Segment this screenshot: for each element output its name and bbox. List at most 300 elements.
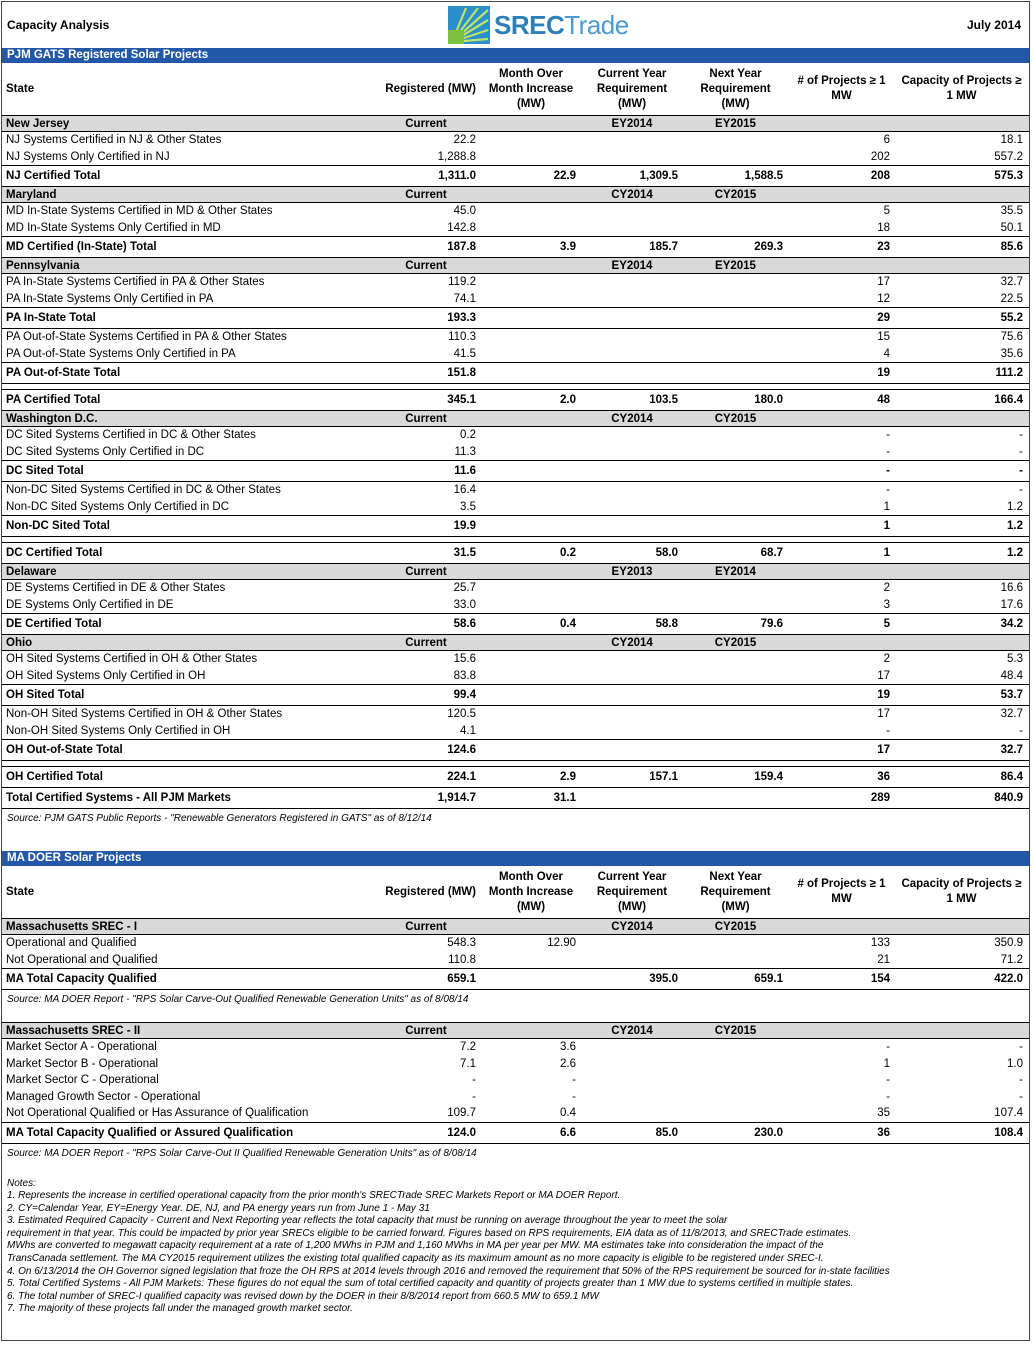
cell-value: 16.6 bbox=[1000, 582, 1023, 595]
cell-value: 142.8 bbox=[447, 221, 476, 234]
cell-value bbox=[582, 329, 684, 346]
cell-value bbox=[684, 580, 789, 597]
cell-value bbox=[684, 597, 789, 614]
row-label: Pennsylvania bbox=[2, 258, 372, 274]
row-label: PA Out-of-State Total bbox=[2, 363, 372, 384]
cell-value: 17 bbox=[877, 669, 890, 682]
cell-value: 1,311.0 bbox=[372, 166, 482, 187]
cell-value: - bbox=[1019, 484, 1023, 497]
cell-value: 166.4 bbox=[896, 390, 1029, 411]
column-header-row bbox=[2, 866, 1029, 919]
table-row bbox=[2, 706, 1029, 723]
cell-value bbox=[789, 1023, 896, 1039]
cell-value bbox=[482, 444, 582, 461]
row-label: PA In-State Systems Only Certified in PA bbox=[6, 292, 214, 305]
cell-value: 34.2 bbox=[896, 614, 1029, 635]
cell-value: 110.3 bbox=[448, 331, 476, 344]
column-header: Capacity of Projects ≥ 1 MW bbox=[896, 866, 1029, 919]
cell-value bbox=[896, 635, 1029, 651]
table-row bbox=[2, 482, 1029, 499]
row-label: DC Sited Systems Only Certified in DC bbox=[6, 445, 205, 458]
cell-value: - bbox=[472, 1090, 476, 1103]
cell-value bbox=[582, 461, 684, 482]
srectrade-logo bbox=[448, 6, 629, 44]
row-label: MD In-State Systems Certified in MD & Other States bbox=[6, 205, 273, 218]
row-label: MA Total Capacity Qualified or Assured Qualification bbox=[2, 1122, 372, 1143]
cell-value: 119.2 bbox=[448, 276, 476, 289]
cell-value bbox=[582, 1089, 684, 1106]
row-label: OH Sited Systems Only Certified in OH bbox=[6, 669, 206, 682]
cell-value: - bbox=[572, 1074, 576, 1087]
cell-value: 85.6 bbox=[896, 237, 1029, 258]
cell-value bbox=[482, 685, 582, 706]
cell-value bbox=[482, 291, 582, 308]
cell-value bbox=[582, 723, 684, 740]
footnote-line: 7. The majority of these projects fall under the managed growth market sector. bbox=[7, 1303, 353, 1315]
cell-value: 1 bbox=[789, 543, 896, 564]
total-row bbox=[2, 461, 1029, 482]
cell-value: 2 bbox=[883, 653, 890, 666]
cell-value: Current bbox=[372, 411, 482, 427]
total-row bbox=[2, 166, 1029, 187]
cell-value: 840.9 bbox=[896, 788, 1029, 809]
row-label: Non-DC Sited Systems Certified in DC & Other States bbox=[6, 484, 281, 497]
cell-value: CY2015 bbox=[684, 1023, 789, 1039]
footnote-line: 1. Represents the increase in certified operational capacity from the prior month's SRECTrade SREC Markets Report or MA DOER Report. bbox=[7, 1190, 621, 1202]
cell-value: 71.2 bbox=[1000, 953, 1023, 966]
cell-value bbox=[482, 580, 582, 597]
cell-value bbox=[684, 952, 789, 969]
report-title: Capacity Analysis bbox=[7, 18, 110, 32]
cell-value: 157.1 bbox=[582, 767, 684, 788]
cell-value: 109.7 bbox=[447, 1107, 476, 1120]
column-header: Capacity of Projects ≥ 1 MW bbox=[896, 63, 1029, 116]
cell-value bbox=[896, 919, 1029, 935]
cell-value: Current bbox=[372, 564, 482, 580]
cell-value bbox=[582, 363, 684, 384]
cell-value: 19 bbox=[789, 685, 896, 706]
row-label: Market Sector C - Operational bbox=[6, 1074, 159, 1087]
row-label: Not Operational and Qualified bbox=[6, 953, 158, 966]
cell-value: - bbox=[886, 1074, 890, 1087]
cell-value: - bbox=[886, 484, 890, 497]
row-label: NJ Systems Certified in NJ & Other States bbox=[6, 134, 222, 147]
cell-value: Current bbox=[372, 1023, 482, 1039]
group-header-row bbox=[2, 1023, 1029, 1039]
cell-value: - bbox=[472, 1074, 476, 1087]
cell-value bbox=[482, 564, 582, 580]
cell-value: 103.5 bbox=[582, 390, 684, 411]
cell-value: 111.2 bbox=[896, 363, 1029, 384]
cell-value bbox=[684, 363, 789, 384]
cell-value: 68.7 bbox=[684, 543, 789, 564]
column-header: # of Projects ≥ 1 MW bbox=[789, 866, 896, 919]
cell-value bbox=[482, 427, 582, 444]
cell-value: CY2015 bbox=[684, 411, 789, 427]
group-header-row bbox=[2, 919, 1029, 935]
cell-value: 1 bbox=[883, 500, 890, 513]
total-row bbox=[2, 740, 1029, 761]
column-header: Current Year Requirement (MW) bbox=[582, 866, 684, 919]
row-label: OH Sited Systems Certified in OH & Other States bbox=[6, 653, 258, 666]
cell-value bbox=[789, 187, 896, 203]
cell-value bbox=[482, 597, 582, 614]
cell-value: 548.3 bbox=[447, 937, 476, 950]
ma-source-2: Source: MA DOER Report - "RPS Solar Carve-Out II Qualified Renewable Generation Units" as of 8/08/14 bbox=[7, 1147, 477, 1159]
cell-value: 48.4 bbox=[1000, 669, 1023, 682]
cell-value bbox=[582, 685, 684, 706]
row-label: DE Certified Total bbox=[2, 614, 372, 635]
cell-value bbox=[582, 427, 684, 444]
row-label: Delaware bbox=[2, 564, 372, 580]
cell-value: EY2014 bbox=[582, 116, 684, 132]
column-header: Registered (MW) bbox=[372, 866, 482, 919]
cell-value: 1.2 bbox=[896, 543, 1029, 564]
cell-value bbox=[482, 346, 582, 363]
cell-value: 21 bbox=[877, 953, 890, 966]
cell-value: 55.2 bbox=[896, 308, 1029, 329]
cell-value bbox=[684, 1089, 789, 1106]
cell-value: 12.90 bbox=[547, 937, 576, 950]
cell-value: 7.2 bbox=[460, 1041, 476, 1054]
group-header-row bbox=[2, 187, 1029, 203]
cell-value: 124.6 bbox=[372, 740, 482, 761]
cell-value: 17 bbox=[877, 708, 890, 721]
cell-value: 31.1 bbox=[482, 788, 582, 809]
cell-value: 48 bbox=[789, 390, 896, 411]
cell-value: Current bbox=[372, 635, 482, 651]
cell-value bbox=[482, 516, 582, 537]
report-page bbox=[1, 1, 1030, 1341]
cell-value: 22.9 bbox=[482, 166, 582, 187]
cell-value: 32.7 bbox=[896, 740, 1029, 761]
cell-value: 58.0 bbox=[582, 543, 684, 564]
table-row bbox=[2, 132, 1029, 149]
cell-value: CY2015 bbox=[684, 635, 789, 651]
cell-value: 18.1 bbox=[1000, 134, 1023, 147]
cell-value: 3.6 bbox=[560, 1041, 576, 1054]
row-label: MD Certified (In-State) Total bbox=[2, 237, 372, 258]
group-header-row bbox=[2, 635, 1029, 651]
table-row bbox=[2, 580, 1029, 597]
cell-value: - bbox=[1019, 429, 1023, 442]
cell-value: 208 bbox=[789, 166, 896, 187]
cell-value bbox=[582, 597, 684, 614]
cell-value: 1,588.5 bbox=[684, 166, 789, 187]
cell-value: - bbox=[1019, 1041, 1023, 1054]
sun-burst-icon bbox=[448, 6, 490, 44]
row-label: MD In-State Systems Only Certified in MD bbox=[6, 221, 221, 234]
row-label: Ohio bbox=[2, 635, 372, 651]
cell-value: 154 bbox=[789, 969, 896, 990]
cell-value: 33.0 bbox=[453, 598, 476, 611]
cell-value bbox=[684, 723, 789, 740]
cell-value: 35 bbox=[877, 1107, 890, 1120]
cell-value: 422.0 bbox=[896, 969, 1029, 990]
cell-value: 75.6 bbox=[1000, 331, 1023, 344]
cell-value: 29 bbox=[789, 308, 896, 329]
cell-value: 1 bbox=[789, 516, 896, 537]
report-header bbox=[2, 2, 1029, 48]
row-label: Total Certified Systems - All PJM Markets bbox=[2, 788, 372, 809]
ma-srec2-table bbox=[2, 1022, 1029, 1144]
row-label: PA Certified Total bbox=[2, 390, 372, 411]
cell-value: 124.0 bbox=[372, 1122, 482, 1143]
row-label: Not Operational Qualified or Has Assurance of Qualification bbox=[6, 1107, 309, 1120]
row-label: Market Sector B - Operational bbox=[6, 1057, 159, 1070]
cell-value: 17.6 bbox=[1000, 598, 1023, 611]
cell-value bbox=[684, 274, 789, 291]
cell-value: 224.1 bbox=[372, 767, 482, 788]
table-row bbox=[2, 274, 1029, 291]
row-label: Maryland bbox=[2, 187, 372, 203]
cell-value bbox=[482, 308, 582, 329]
cell-value: CY2014 bbox=[582, 411, 684, 427]
column-header: State bbox=[2, 63, 372, 116]
cell-value: 23 bbox=[789, 237, 896, 258]
cell-value: CY2014 bbox=[582, 919, 684, 935]
cell-value: 0.2 bbox=[460, 429, 476, 442]
cell-value bbox=[582, 1072, 684, 1089]
cell-value: 350.9 bbox=[994, 937, 1023, 950]
cell-value: EY2013 bbox=[582, 564, 684, 580]
cell-value: 86.4 bbox=[896, 767, 1029, 788]
cell-value bbox=[789, 411, 896, 427]
cell-value: - bbox=[886, 1041, 890, 1054]
cell-value bbox=[482, 203, 582, 220]
cell-value: 36 bbox=[789, 1122, 896, 1143]
cell-value: 35.5 bbox=[1000, 205, 1023, 218]
cell-value: EY2014 bbox=[684, 564, 789, 580]
cell-value: 180.0 bbox=[684, 390, 789, 411]
cell-value bbox=[482, 132, 582, 149]
cell-value: CY2014 bbox=[582, 187, 684, 203]
cell-value: CY2015 bbox=[684, 187, 789, 203]
cell-value bbox=[684, 329, 789, 346]
cell-value: 15.6 bbox=[453, 653, 476, 666]
row-label: PA In-State Total bbox=[2, 308, 372, 329]
column-header: Current Year Requirement (MW) bbox=[582, 63, 684, 116]
cell-value bbox=[582, 346, 684, 363]
cell-value: 22.2 bbox=[453, 134, 476, 147]
cell-value bbox=[684, 1105, 789, 1122]
row-label: Market Sector A - Operational bbox=[6, 1041, 157, 1054]
row-label: Operational and Qualified bbox=[6, 937, 137, 950]
footnote-line: requirement in that year. This could be impacted by prior year SRECs eligible to be carried forward. Figures based on RPS requirements, EIA data as of 11/8/2013, and SRECTrade estimates. bbox=[7, 1227, 852, 1239]
cell-value: 99.4 bbox=[372, 685, 482, 706]
cell-value: 557.2 bbox=[994, 150, 1023, 163]
cell-value: 1.2 bbox=[896, 516, 1029, 537]
cell-value: - bbox=[1019, 724, 1023, 737]
cell-value: 32.7 bbox=[1000, 276, 1023, 289]
cell-value: - bbox=[1019, 1090, 1023, 1103]
cell-value: 1,914.7 bbox=[372, 788, 482, 809]
cell-value bbox=[684, 461, 789, 482]
cell-value bbox=[482, 258, 582, 274]
cell-value bbox=[684, 444, 789, 461]
cell-value bbox=[684, 516, 789, 537]
row-label: DE Systems Only Certified in DE bbox=[6, 598, 174, 611]
cell-value: 19 bbox=[789, 363, 896, 384]
cell-value: EY2014 bbox=[582, 258, 684, 274]
total-row bbox=[2, 685, 1029, 706]
cell-value bbox=[684, 1056, 789, 1073]
table-row bbox=[2, 499, 1029, 516]
cell-value bbox=[482, 187, 582, 203]
column-header: Next Year Requirement (MW) bbox=[684, 866, 789, 919]
cell-value: 289 bbox=[789, 788, 896, 809]
group-header-row bbox=[2, 116, 1029, 132]
row-label: DC Sited Total bbox=[2, 461, 372, 482]
pjm-source: Source: PJM GATS Public Reports - "Renewable Generators Registered in GATS" as of 8/12/14 bbox=[7, 813, 432, 824]
cell-value: 0.4 bbox=[560, 1107, 576, 1120]
cell-value: 4.1 bbox=[460, 724, 476, 737]
cell-value: 1,288.8 bbox=[437, 150, 476, 163]
table-row bbox=[2, 291, 1029, 308]
table-row bbox=[2, 346, 1029, 363]
cell-value bbox=[482, 363, 582, 384]
cell-value bbox=[896, 116, 1029, 132]
table-row bbox=[2, 1039, 1029, 1056]
cell-value bbox=[482, 668, 582, 685]
cell-value: 4 bbox=[883, 347, 890, 360]
cell-value: - bbox=[789, 461, 896, 482]
table-row bbox=[2, 668, 1029, 685]
cell-value: 193.3 bbox=[372, 308, 482, 329]
cell-value bbox=[582, 308, 684, 329]
ma-section-title: MA DOER Solar Projects bbox=[2, 851, 1029, 866]
cell-value: 74.1 bbox=[453, 292, 476, 305]
total-row bbox=[2, 969, 1029, 990]
cell-value: 85.0 bbox=[582, 1122, 684, 1143]
cell-value bbox=[482, 635, 582, 651]
table-row bbox=[2, 1072, 1029, 1089]
cell-value bbox=[482, 651, 582, 668]
cell-value bbox=[684, 706, 789, 723]
cell-value: 185.7 bbox=[582, 237, 684, 258]
row-label: Non-DC Sited Total bbox=[2, 516, 372, 537]
group-header-row bbox=[2, 258, 1029, 274]
cell-value: 17 bbox=[877, 276, 890, 289]
cell-value bbox=[684, 788, 789, 809]
cell-value: - bbox=[886, 1090, 890, 1103]
column-header: Next Year Requirement (MW) bbox=[684, 63, 789, 116]
total-row bbox=[2, 237, 1029, 258]
footnote-line: TransCanada settlement. The MA CY2015 requirement utilizes the existing total qualified capacity as its maximum amount as no more capacity is eligible to be registered under SREC-I. bbox=[7, 1253, 824, 1265]
cell-value bbox=[582, 132, 684, 149]
cell-value bbox=[684, 220, 789, 237]
cell-value bbox=[482, 274, 582, 291]
column-header-row bbox=[2, 63, 1029, 116]
table-row bbox=[2, 149, 1029, 166]
cell-value bbox=[482, 116, 582, 132]
cell-value bbox=[582, 291, 684, 308]
cell-value: 11.3 bbox=[454, 445, 476, 458]
cell-value bbox=[582, 274, 684, 291]
cell-value bbox=[482, 461, 582, 482]
cell-value: 659.1 bbox=[372, 969, 482, 990]
cell-value: 15 bbox=[877, 331, 890, 344]
cell-value: CY2015 bbox=[684, 919, 789, 935]
table-row bbox=[2, 723, 1029, 740]
row-label: Managed Growth Sector - Operational bbox=[6, 1090, 201, 1103]
row-label: Non-OH Sited Systems Certified in OH & Other States bbox=[6, 708, 283, 721]
cell-value bbox=[482, 220, 582, 237]
cell-value bbox=[582, 1105, 684, 1122]
pjm-section-title: PJM GATS Registered Solar Projects bbox=[2, 48, 1029, 63]
footnote-line: 4. On 6/13/2014 the OH Governor signed legislation that froze the OH RPS at 2014 levels through 2016 and removed the requirement that 50% of the RPS requirement be sourced for in-state facilities bbox=[7, 1265, 890, 1277]
cell-value: 19.9 bbox=[372, 516, 482, 537]
cell-value: CY2014 bbox=[582, 1023, 684, 1039]
cell-value bbox=[482, 1023, 582, 1039]
cell-value bbox=[684, 149, 789, 166]
table-row bbox=[2, 1089, 1029, 1106]
cell-value bbox=[482, 411, 582, 427]
row-label: PA In-State Systems Certified in PA & Other States bbox=[6, 276, 265, 289]
row-label: Massachusetts SREC - I bbox=[2, 919, 372, 935]
cell-value: 187.8 bbox=[372, 237, 482, 258]
cell-value: 79.6 bbox=[684, 614, 789, 635]
row-label: NJ Systems Only Certified in NJ bbox=[6, 150, 170, 163]
table-row bbox=[2, 1056, 1029, 1073]
table-row bbox=[2, 935, 1029, 952]
table-row bbox=[2, 220, 1029, 237]
cell-value bbox=[789, 116, 896, 132]
cell-value: Current bbox=[372, 116, 482, 132]
cell-value: - bbox=[1019, 1074, 1023, 1087]
cell-value bbox=[896, 411, 1029, 427]
row-label: DC Sited Systems Certified in DC & Other States bbox=[6, 429, 256, 442]
cell-value bbox=[789, 258, 896, 274]
footnote-line: MWhs are converted to megawatt capacity requirement at a rate of 1,200 MWhs in PJM and 1,160 MWhs in MA per year per MW. MA estimates take into consideration the impact of the bbox=[7, 1240, 824, 1252]
row-label: Massachusetts SREC - II bbox=[2, 1023, 372, 1039]
total-row bbox=[2, 516, 1029, 537]
cell-value: 107.4 bbox=[994, 1107, 1023, 1120]
cell-value: Current bbox=[372, 187, 482, 203]
cell-value bbox=[789, 635, 896, 651]
cell-value: - bbox=[1019, 445, 1023, 458]
cell-value: 3 bbox=[883, 598, 890, 611]
table-row bbox=[2, 427, 1029, 444]
table-row bbox=[2, 597, 1029, 614]
cell-value bbox=[582, 651, 684, 668]
total-row bbox=[2, 308, 1029, 329]
cell-value bbox=[582, 740, 684, 761]
cell-value bbox=[582, 952, 684, 969]
cell-value bbox=[582, 1056, 684, 1073]
logo-text: SRECTrade bbox=[494, 9, 629, 40]
cell-value: 2.9 bbox=[482, 767, 582, 788]
cell-value: 659.1 bbox=[684, 969, 789, 990]
cell-value: 25.7 bbox=[453, 582, 476, 595]
total-row bbox=[2, 614, 1029, 635]
column-header: State bbox=[2, 866, 372, 919]
cell-value bbox=[896, 187, 1029, 203]
group-header-row bbox=[2, 411, 1029, 427]
cell-value bbox=[482, 329, 582, 346]
cell-value bbox=[482, 952, 582, 969]
cell-value: 1 bbox=[883, 1057, 890, 1070]
footnotes bbox=[2, 1178, 1029, 1317]
cell-value bbox=[582, 499, 684, 516]
cell-value: 50.1 bbox=[1000, 221, 1023, 234]
cell-value: 18 bbox=[877, 221, 890, 234]
table-row bbox=[2, 444, 1029, 461]
table-row bbox=[2, 1105, 1029, 1122]
row-label: Non-OH Sited Systems Only Certified in OH bbox=[6, 724, 231, 737]
table-row bbox=[2, 203, 1029, 220]
cell-value: - bbox=[896, 461, 1029, 482]
